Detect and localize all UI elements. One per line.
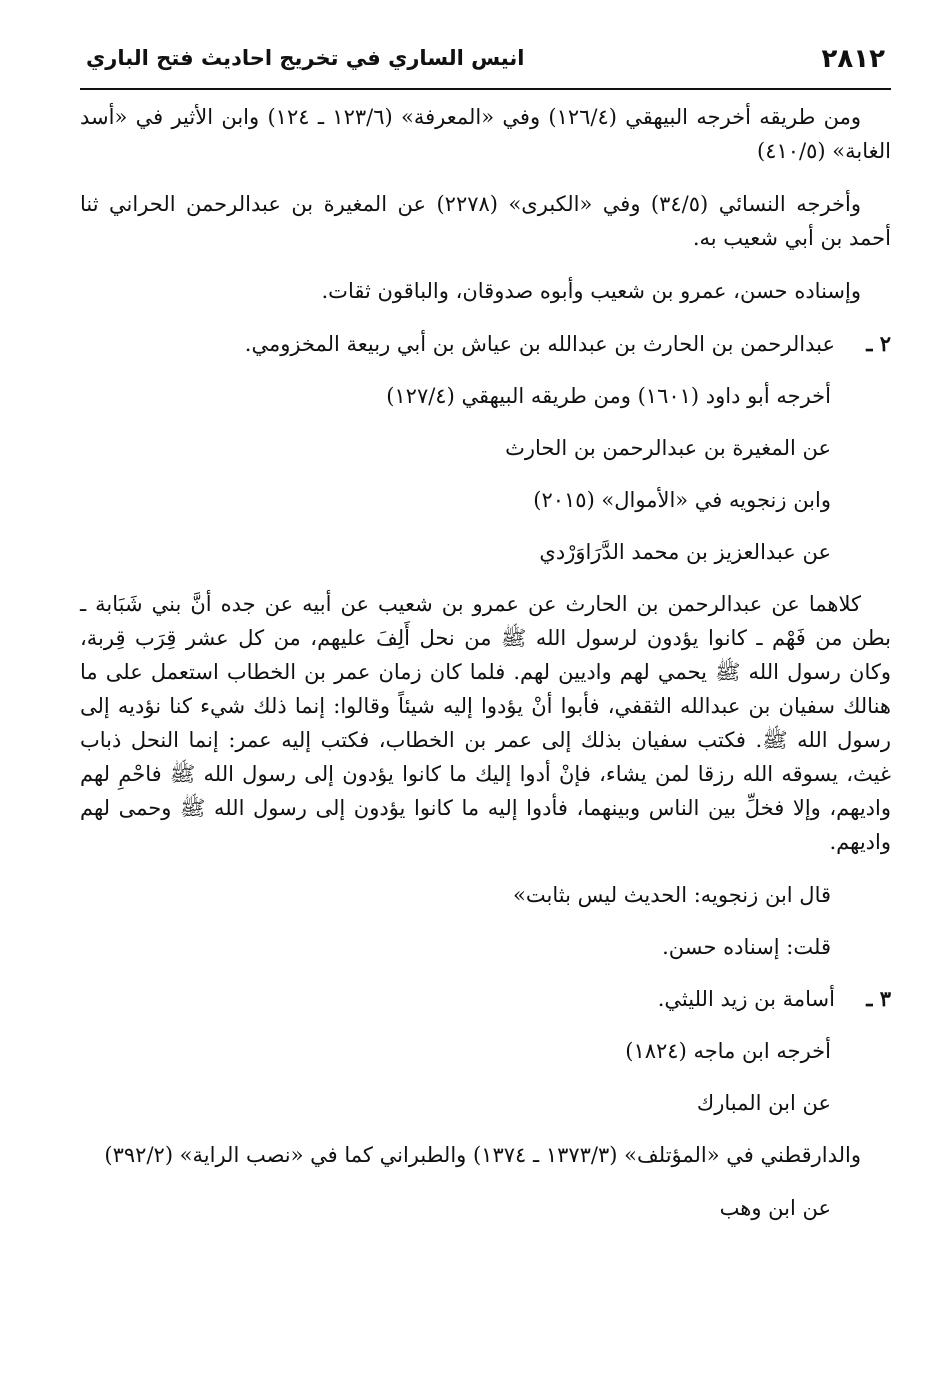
paragraph-1: ومن طريقه أخرجه البيهقي (١٢٦/٤) وفي «المعرفة» (١٢٣/٦ ـ ١٢٤) وابن الأثير في «أسد الغابة» (٤١٠/٥)	[80, 105, 891, 163]
list-item-3	[80, 982, 891, 1016]
source-line-8: عن ابن المبارك	[696, 1091, 831, 1115]
source-line-4: عن عبدالعزيز بن محمد الدَّرَاوَرْدي	[539, 540, 831, 564]
source-line-6: قلت: إسناده حسن.	[662, 935, 831, 959]
source-line-7: أخرجه ابن ماجه (١٨٢٤)	[625, 1039, 831, 1063]
source-line-2: عن المغيرة بن عبدالرحمن بن الحارث	[505, 436, 831, 460]
source-line-9: عن ابن وهب	[719, 1196, 831, 1220]
main-text	[80, 100, 891, 1243]
source-line-3: وابن زنجويه في «الأموال» (٢٠١٥)	[533, 488, 831, 512]
page-header	[80, 38, 891, 90]
paragraph-3: وإسناده حسن، عمرو بن شعيب وأبوه صدوقان، والباقون ثقات.	[321, 279, 861, 303]
paragraph-2: وأخرجه النسائي (٣٤/٥) وفي «الكبرى» (٢٢٧٨) عن المغيرة بن عبدالرحمن الحراني ثنا أحمد بن أبي شعيب به.	[80, 192, 891, 250]
item-2-name: عبدالرحمن بن الحارث بن عبدالله بن عياش بن أبي ربيعة المخزومي.	[244, 332, 835, 356]
running-title: انيس الساري في تخريج احاديث فتح الباري	[86, 46, 525, 70]
source-line-5: قال ابن زنجويه: الحديث ليس بثابت»	[513, 883, 831, 907]
paragraph-5: والدارقطني في «المؤتلف» (١٣٧٣/٣ ـ ١٣٧٤) والطبراني كما في «نصب الراية» (٣٩٢/٢)	[104, 1143, 861, 1167]
item-number-3: ٣ ـ	[866, 986, 891, 1011]
item-3-name: أسامة بن زيد الليثي.	[657, 987, 835, 1011]
hadith-text: كلاهما عن عبدالرحمن بن الحارث عن عمرو بن شعيب عن أبيه عن جده أنَّ بني شَبَابة ـ بطن من فَهْم ـ كانوا يؤدون لرسول الله ﷺ من نحل أَلِفَ عليهم، من كل عشر قِرَب قِربة، وكان رسول الله ﷺ يحمي لهم واديين لهم. فلما كان زمان عمر بن الخطاب استعمل على ما هنالك سفيان بن عبدالله الثقفي، فأبوا أنْ يؤدوا إليه شيئاً وقالوا: إنما ذلك شيء كنا نؤديه إلى رسول الله ﷺ. فكتب سفيان بذلك إلى عمر بن الخطاب، فكتب إليه عمر: إنما النحل ذباب غيث، يسوقه الله رزقا لمن يشاء، فإنْ أدوا إليك ما كانوا يؤدون إلى رسول الله ﷺ فاحْمِ لهم واديهم، وإلا فخلِّ بين الناس وبينهما، فأدوا إليه ما كانوا يؤدون إلى رسول الله ﷺ وحمى لهم واديهم.	[80, 592, 891, 854]
item-number-2: ٢ ـ	[866, 331, 891, 356]
list-item-2	[80, 327, 891, 361]
page-number: ٢٨١٢	[821, 44, 885, 74]
source-line-1: أخرجه أبو داود (١٦٠١) ومن طريقه البيهقي (١٢٧/٤)	[386, 384, 831, 408]
